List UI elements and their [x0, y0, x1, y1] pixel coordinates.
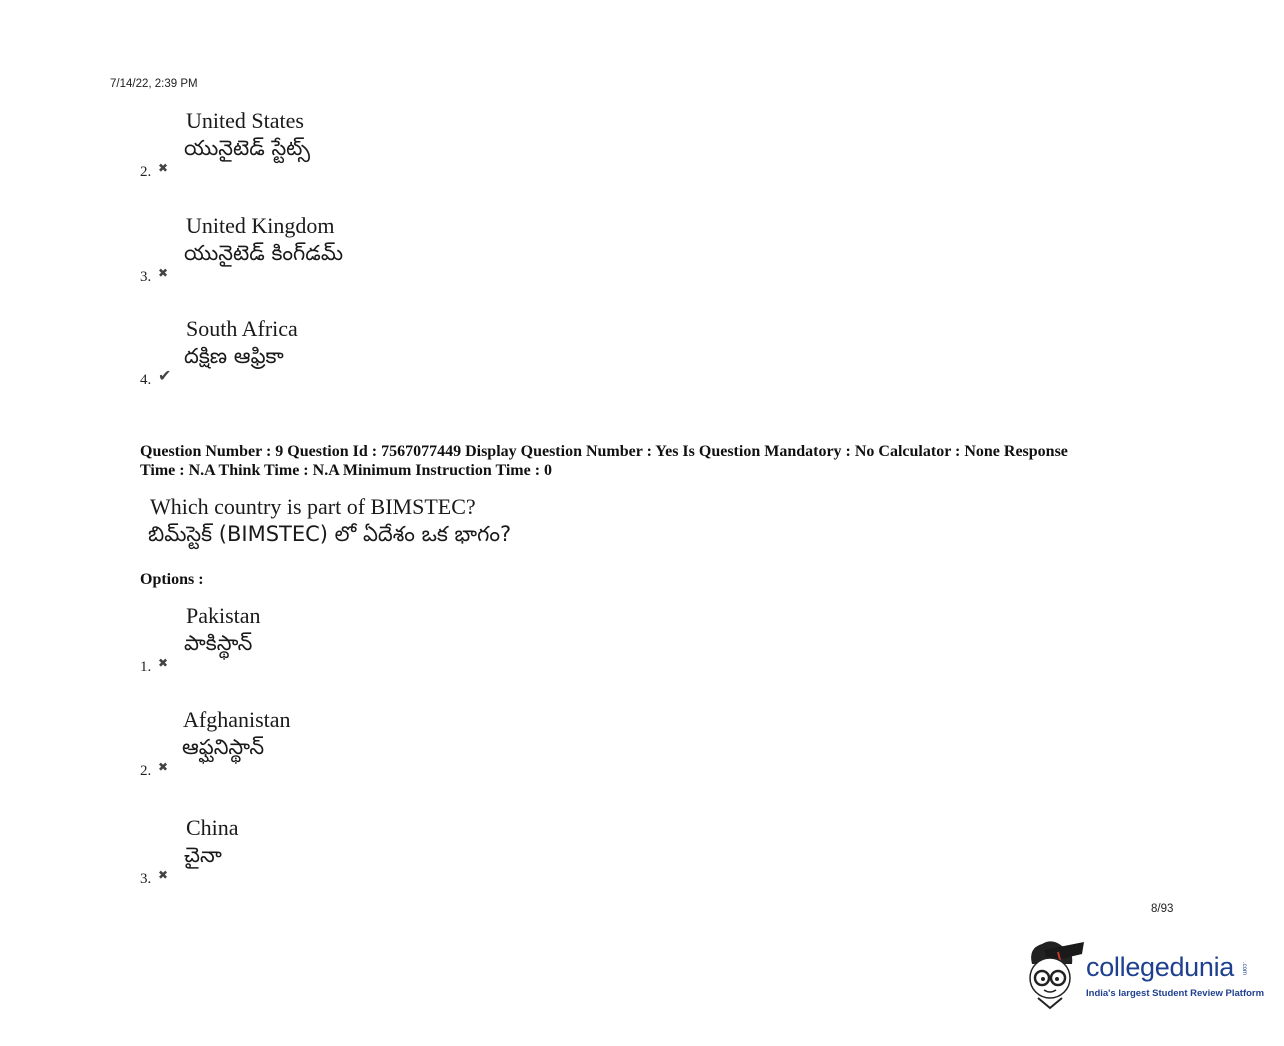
- option-item: [0, 603, 600, 683]
- option-text-english: Pakistan: [186, 603, 261, 628]
- options-label: Options :: [140, 571, 204, 588]
- question-text-telugu: బిమ్‌స్టెక్ (BIMSTEC) లో ఏదేశం ఒక భాగం?: [148, 522, 512, 546]
- logo-wordmark: collegedunia: [1086, 952, 1235, 982]
- option-text-telugu: యునైటెడ్ కింగ్‌డమ్: [184, 241, 344, 265]
- option-text-telugu: చైనా: [184, 843, 222, 867]
- question-meta: [140, 442, 1170, 480]
- page-number: 8/93: [1151, 903, 1174, 915]
- logo-dotcom: .com: [1241, 962, 1247, 976]
- option-number: 4.: [140, 372, 152, 388]
- option-number: 3.: [140, 871, 152, 887]
- question-text-english: Which country is part of BIMSTEC?: [150, 494, 476, 519]
- option-text-english: South Africa: [186, 316, 298, 341]
- cross-icon: ✖: [158, 266, 169, 280]
- option-text-telugu: యునైటెడ్ స్టేట్స్: [184, 136, 310, 160]
- option-text-telugu: దక్షిణ ఆఫ్రికా: [184, 344, 284, 368]
- mascot-icon: [1022, 938, 1086, 1010]
- option-text-english: United States: [186, 108, 304, 133]
- option-text-english: Afghanistan: [183, 707, 291, 732]
- option-item: [0, 213, 600, 293]
- question-meta-line: Question Number : 9 Question Id : 7567077449 Display Question Number : Yes Is Question Mandatory : No Calculator : None Response: [140, 443, 1068, 460]
- option-item: [0, 815, 600, 895]
- print-timestamp: 7/14/22, 2:39 PM: [110, 78, 198, 90]
- option-text-english: China: [186, 815, 239, 840]
- question-meta-line: Time : N.A Think Time : N.A Minimum Instruction Time : 0: [140, 462, 553, 479]
- cross-icon: ✖: [158, 868, 169, 882]
- option-number: 3.: [140, 269, 152, 285]
- option-text-telugu: పాకిస్థాన్: [184, 631, 253, 655]
- option-number: 2.: [140, 763, 152, 779]
- cross-icon: ✖: [158, 161, 169, 175]
- option-text-telugu: ఆఫ్ఘనిస్థాన్: [182, 735, 265, 759]
- cross-icon: ✖: [158, 760, 169, 774]
- logo-tagline: India's largest Student Review Platform: [1086, 988, 1265, 999]
- cross-icon: ✖: [158, 656, 169, 670]
- checkmark-icon: ✔: [158, 366, 172, 385]
- collegedunia-logo: [1022, 938, 1265, 1010]
- option-item: [0, 108, 600, 188]
- option-number: 2.: [140, 164, 152, 180]
- option-text-english: United Kingdom: [186, 213, 335, 238]
- option-item: [0, 707, 600, 787]
- option-item: [0, 316, 600, 396]
- option-number: 1.: [140, 659, 152, 675]
